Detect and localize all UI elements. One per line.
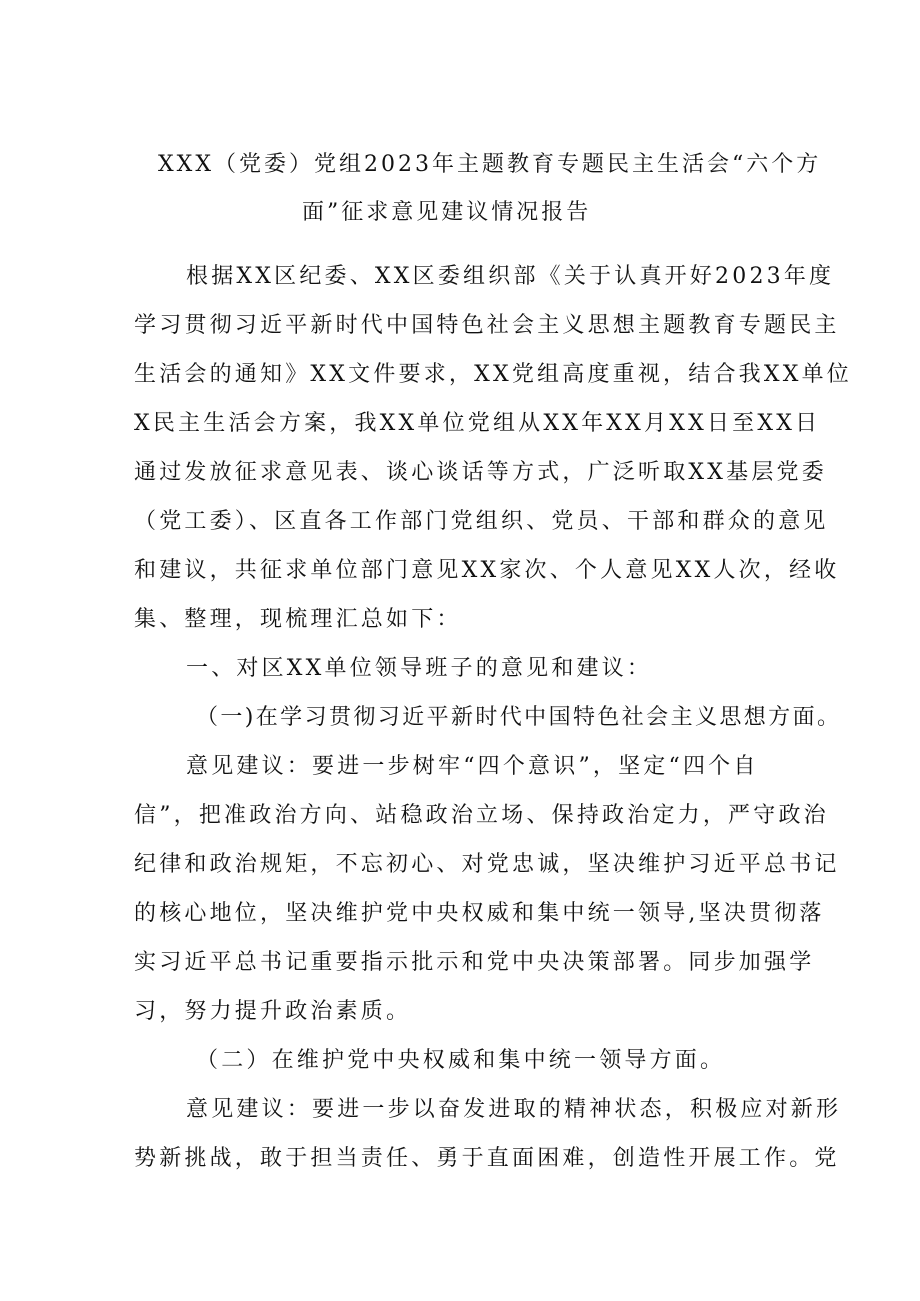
intro-line-6: （党工委）、区直各工作部门党组织、党员、干部和群众的意见 (134, 509, 829, 534)
intro-line-4: X民主生活会方案，我XX单位党组从XX年XX月XX日至XX日 (134, 411, 821, 436)
intro-line-5: 通过发放征求意见表、谈心谈话等方式，广泛听取XX基层党委 (134, 460, 827, 485)
subsection-1-line-3: 纪律和政治规矩，不忘初心、对党忠诚，坚决维护习近平总书记 (134, 852, 840, 877)
subsection-1-line-1: 意见建议：要进一步树牢“四个意识”，坚定“四个自 (186, 754, 759, 779)
subsection-1-line-4: 的核心地位，坚决维护党中央权威和集中统一领导,坚决贯彻落 (134, 901, 825, 926)
intro-line-3: 生活会的通知》XX文件要求，XX党组高度重视，结合我XX单位 (134, 362, 852, 387)
subsection-2-line-2: 势新挑战，敢于担当责任、勇于直面困难，创造性开展工作。党 (134, 1146, 840, 1171)
intro-line-1: 根据XX区纪委、XX区委组织部《关于认真开好2023年度 (186, 264, 835, 289)
intro-line-8: 集、整理，现梳理汇总如下： (134, 607, 462, 632)
subsection-1-line-2: 信”，把准政治方向、站稳政治立场、保持政治定力，严守政治 (134, 803, 829, 828)
intro-line-2: 学习贯彻习近平新时代中国特色社会主义思想主题教育专题民主 (134, 313, 840, 338)
report-title-line-2: 面”征求意见建议情况报告 (302, 200, 592, 225)
subsection-1-line-5: 实习近平总书记重要指示批示和党中央决策部署。同步加强学 (134, 950, 815, 975)
subsection-2-line-1: 意见建议：要进一步以奋发进取的精神状态，积极应对新形 (186, 1097, 842, 1122)
report-title-line-1: XXX（党委）党组2023年主题教育专题民主生活会“六个方 (158, 152, 822, 177)
subsection-1-line-6: 习，努力提升政治素质。 (134, 999, 412, 1024)
subsection-2-heading: （二）在维护党中央权威和集中统一领导方面。 (196, 1048, 726, 1073)
subsection-1-heading: （一)在学习贯彻习近平新时代中国特色社会主义思想方面。 (196, 705, 842, 730)
section-1-heading: 一、对区XX单位领导班子的意见和建议： (186, 656, 653, 681)
intro-line-7: 和建议，共征求单位部门意见XX家次、个人意见XX人次，经收 (134, 558, 840, 583)
